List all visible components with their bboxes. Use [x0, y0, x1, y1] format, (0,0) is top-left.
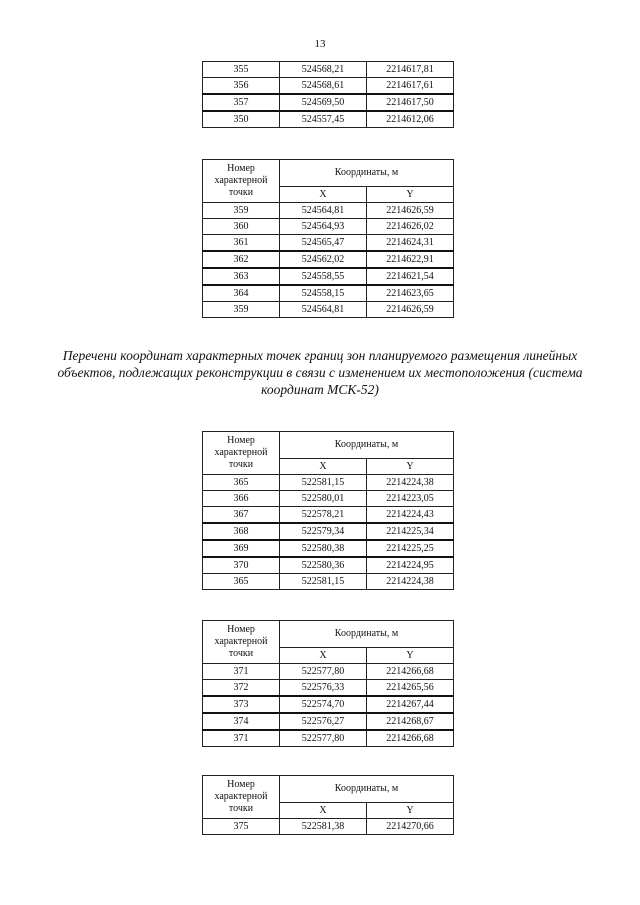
- coord-y: 2214624,31: [367, 235, 454, 252]
- point-number: 372: [203, 680, 280, 697]
- coord-x: 524558,55: [280, 268, 367, 285]
- point-number: 367: [203, 507, 280, 524]
- coord-y: 2214626,02: [367, 219, 454, 235]
- coord-x: 524565,47: [280, 235, 367, 252]
- point-number: 363: [203, 268, 280, 285]
- coord-y: 2214224,38: [367, 574, 454, 590]
- coordinates-table: [202, 159, 454, 318]
- point-number: 371: [203, 664, 280, 680]
- coord-x: 522577,80: [280, 664, 367, 680]
- coord-x: 522581,38: [280, 819, 367, 835]
- coord-x: 522580,36: [280, 557, 367, 574]
- table-row: [203, 268, 454, 285]
- coord-y: 2214621,54: [367, 268, 454, 285]
- point-number: 368: [203, 523, 280, 540]
- coord-x: 524562,02: [280, 251, 367, 268]
- coord-y: 2214623,65: [367, 285, 454, 302]
- table-row: [203, 475, 454, 491]
- point-number: 360: [203, 219, 280, 235]
- table-row: [203, 94, 454, 111]
- point-number: 373: [203, 696, 280, 713]
- point-number-header: Номер характерной точки: [203, 776, 280, 819]
- x-header: X: [280, 648, 367, 664]
- point-number: 359: [203, 203, 280, 219]
- point-number-header: Номер характерной точки: [203, 160, 280, 203]
- coord-y: 2214270,66: [367, 819, 454, 835]
- point-number: 356: [203, 78, 280, 95]
- coord-y: 2214622,91: [367, 251, 454, 268]
- coord-x: 524564,93: [280, 219, 367, 235]
- table-row: [203, 203, 454, 219]
- table-row: [203, 111, 454, 128]
- table-row: [203, 219, 454, 235]
- point-number: 350: [203, 111, 280, 128]
- coord-x: 524557,45: [280, 111, 367, 128]
- coord-x: 524558,15: [280, 285, 367, 302]
- x-header: X: [280, 187, 367, 203]
- coord-y: 2214225,25: [367, 540, 454, 557]
- coord-y: 2214267,44: [367, 696, 454, 713]
- coordinates-table: [202, 431, 454, 590]
- coord-x: 522581,15: [280, 574, 367, 590]
- coord-y: 2214266,68: [367, 664, 454, 680]
- coord-y: 2214626,59: [367, 203, 454, 219]
- coord-y: 2214266,68: [367, 730, 454, 747]
- point-number: 375: [203, 819, 280, 835]
- table-row: [203, 491, 454, 507]
- coord-y: 2214626,59: [367, 302, 454, 318]
- coord-x: 522578,21: [280, 507, 367, 524]
- coordinates-table-continued: [202, 61, 454, 128]
- table-row: [203, 285, 454, 302]
- y-header: Y: [367, 803, 454, 819]
- table-row: [203, 730, 454, 747]
- table-row: [203, 540, 454, 557]
- coord-x: 522574,70: [280, 696, 367, 713]
- point-number-header: Номер характерной точки: [203, 432, 280, 475]
- coord-y: 2214617,61: [367, 78, 454, 95]
- coord-x: 522580,01: [280, 491, 367, 507]
- coordinates-header: Координаты, м: [280, 776, 454, 803]
- table-row: [203, 507, 454, 524]
- coord-x: 522581,15: [280, 475, 367, 491]
- coord-x: 524564,81: [280, 302, 367, 318]
- table-row: [203, 664, 454, 680]
- coordinates-header: Координаты, м: [280, 160, 454, 187]
- coord-x: 524569,50: [280, 94, 367, 111]
- section-heading: Перечени координат характерных точек границ зон планируемого размещения линейных объектов, подлежащих реконструкции в связи с изменением их местоположения (система координат МСК-52): [57, 348, 583, 397]
- coord-y: 2214224,95: [367, 557, 454, 574]
- point-number: 366: [203, 491, 280, 507]
- table-row: [203, 302, 454, 318]
- point-number: 357: [203, 94, 280, 111]
- coord-y: 2214617,50: [367, 94, 454, 111]
- point-number: 364: [203, 285, 280, 302]
- coord-y: 2214223,05: [367, 491, 454, 507]
- coord-y: 2214617,81: [367, 62, 454, 78]
- table-row: [203, 557, 454, 574]
- coord-y: 2214268,67: [367, 713, 454, 730]
- coord-x: 524564,81: [280, 203, 367, 219]
- coord-x: 522576,33: [280, 680, 367, 697]
- coord-x: 522576,27: [280, 713, 367, 730]
- table-row: [203, 235, 454, 252]
- table-row: [203, 574, 454, 590]
- coord-x: 524568,61: [280, 78, 367, 95]
- point-number: 374: [203, 713, 280, 730]
- coord-x: 524568,21: [280, 62, 367, 78]
- point-number: 369: [203, 540, 280, 557]
- table-row: [203, 523, 454, 540]
- coord-x: 522579,34: [280, 523, 367, 540]
- point-number: 361: [203, 235, 280, 252]
- coordinates-header: Координаты, м: [280, 621, 454, 648]
- point-number: 365: [203, 475, 280, 491]
- table-row: [203, 680, 454, 697]
- coord-y: 2214224,38: [367, 475, 454, 491]
- coord-y: 2214225,34: [367, 523, 454, 540]
- page-number: 13: [314, 38, 326, 50]
- y-header: Y: [367, 459, 454, 475]
- table-row: [203, 251, 454, 268]
- coord-x: 522580,38: [280, 540, 367, 557]
- coord-y: 2214612,06: [367, 111, 454, 128]
- coord-x: 522577,80: [280, 730, 367, 747]
- coordinates-table: [202, 620, 454, 747]
- coord-y: 2214265,56: [367, 680, 454, 697]
- point-number: 370: [203, 557, 280, 574]
- y-header: Y: [367, 648, 454, 664]
- point-number: 355: [203, 62, 280, 78]
- coordinates-table: [202, 775, 454, 835]
- x-header: X: [280, 459, 367, 475]
- table-row: [203, 696, 454, 713]
- point-number: 362: [203, 251, 280, 268]
- table-row: [203, 78, 454, 95]
- table-row: [203, 713, 454, 730]
- coord-y: 2214224,43: [367, 507, 454, 524]
- table-row: [203, 62, 454, 78]
- x-header: X: [280, 803, 367, 819]
- coordinates-header: Координаты, м: [280, 432, 454, 459]
- point-number: 365: [203, 574, 280, 590]
- point-number-header: Номер характерной точки: [203, 621, 280, 664]
- point-number: 371: [203, 730, 280, 747]
- y-header: Y: [367, 187, 454, 203]
- table-row: [203, 819, 454, 835]
- point-number: 359: [203, 302, 280, 318]
